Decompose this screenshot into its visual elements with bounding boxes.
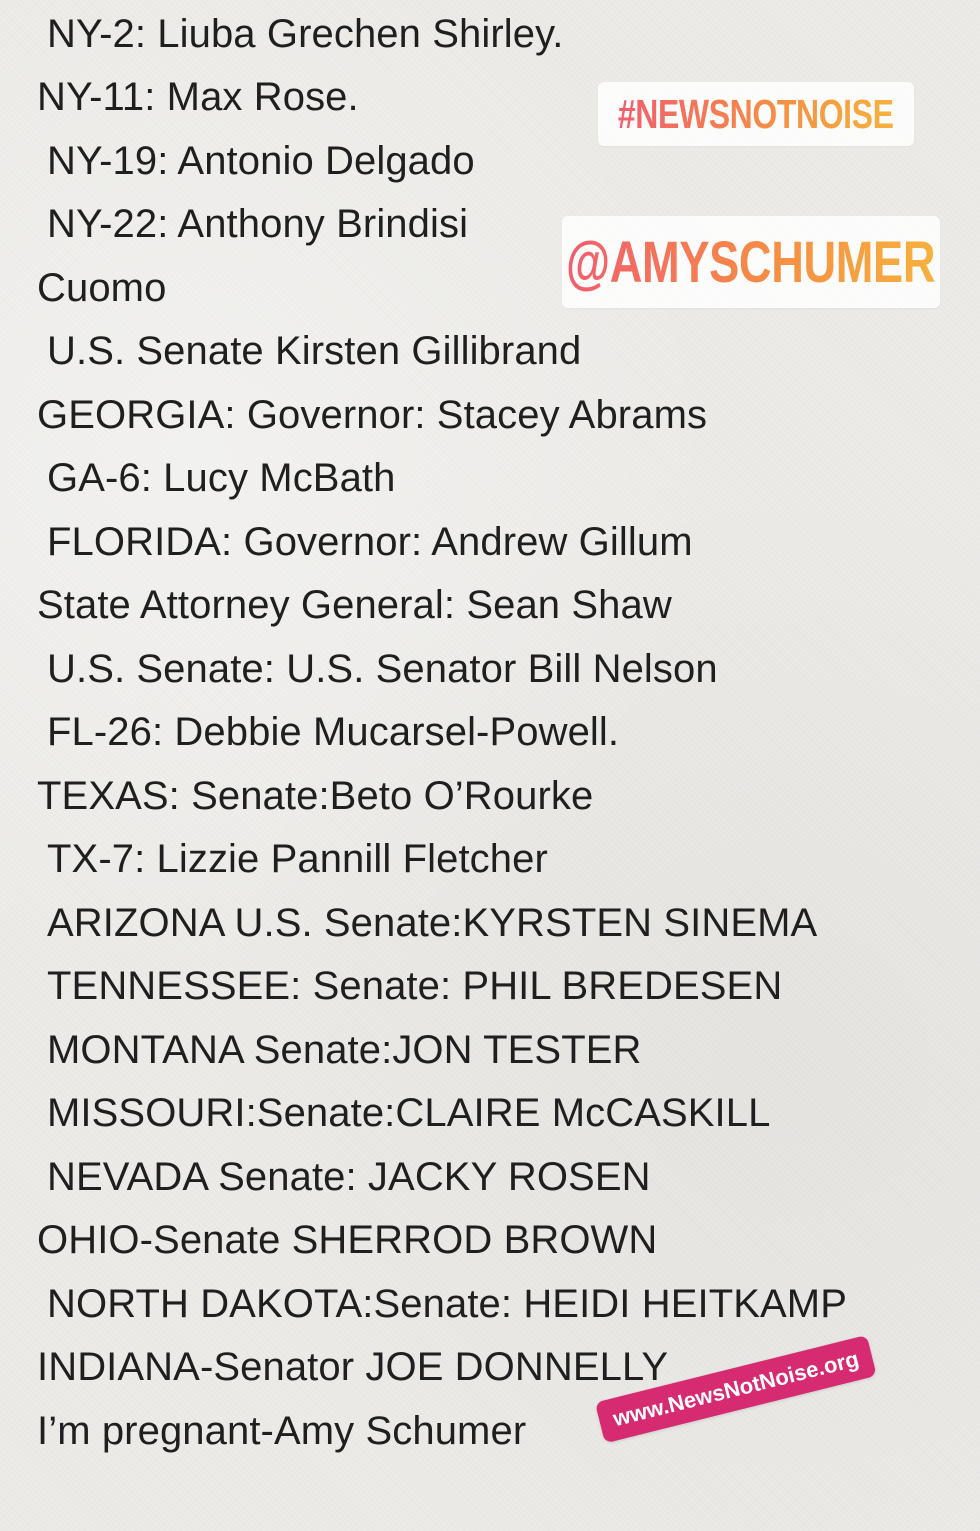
note-line-state-attorney-general: State Attorney General: Sean Shaw [37,583,672,627]
note-line-north-dakota-senate: NORTH DAKOTA:Senate: HEIDI HEITKAMP [47,1282,847,1326]
note-line-indiana-senate: INDIANA-Senator JOE DONNELLY [37,1345,669,1389]
note-line-ny-19: NY-19: Antonio Delgado [47,139,475,183]
note-line-ny-22: NY-22: Anthony Brindisi [47,202,469,246]
mention-sticker-label: @AMYSCHUMER [566,229,936,295]
note-line-tx-7: TX-7: Lizzie Pannill Fletcher [47,837,548,881]
note-line-florida-senate: U.S. Senate: U.S. Senator Bill Nelson [47,647,718,691]
note-line-fl-26: FL-26: Debbie Mucarsel-Powell. [47,710,620,754]
note-line-ny-11: NY-11: Max Rose. [37,75,359,119]
note-line-arizona-senate: ARIZONA U.S. Senate:KYRSTEN SINEMA [47,901,818,945]
note-line-missouri-senate: MISSOURI:Senate:CLAIRE McCASKILL [47,1091,771,1135]
note-line-georgia-governor: GEORGIA: Governor: Stacey Abrams [37,393,708,437]
hashtag-sticker-label: #NEWSNOTNOISE [618,90,894,137]
note-line-florida-governor: FLORIDA: Governor: Andrew Gillum [47,520,693,564]
note-line-cuomo: Cuomo [37,266,167,310]
note-line-ohio-senate: OHIO-Senate SHERROD BROWN [37,1218,658,1262]
hashtag-sticker[interactable] [598,82,914,146]
website-link-label: www.NewsNotNoise.org [610,1345,862,1432]
note-line-montana-senate: MONTANA Senate:JON TESTER [47,1028,642,1072]
note-line-ga-6: GA-6: Lucy McBath [47,456,396,500]
note-line-tennessee-senate: TENNESSEE: Senate: PHIL BREDESEN [47,964,783,1008]
note-line-ny-senate: U.S. Senate Kirsten Gillibrand [47,329,582,373]
note-line-nevada-senate: NEVADA Senate: JACKY ROSEN [47,1155,651,1199]
note-line-texas-senate: TEXAS: Senate:Beto O’Rourke [37,774,594,818]
note-line-signature: I’m pregnant-Amy Schumer [37,1409,527,1453]
note-line-ny-2: NY-2: Liuba Grechen Shirley. [47,12,564,56]
mention-sticker[interactable] [562,216,940,308]
